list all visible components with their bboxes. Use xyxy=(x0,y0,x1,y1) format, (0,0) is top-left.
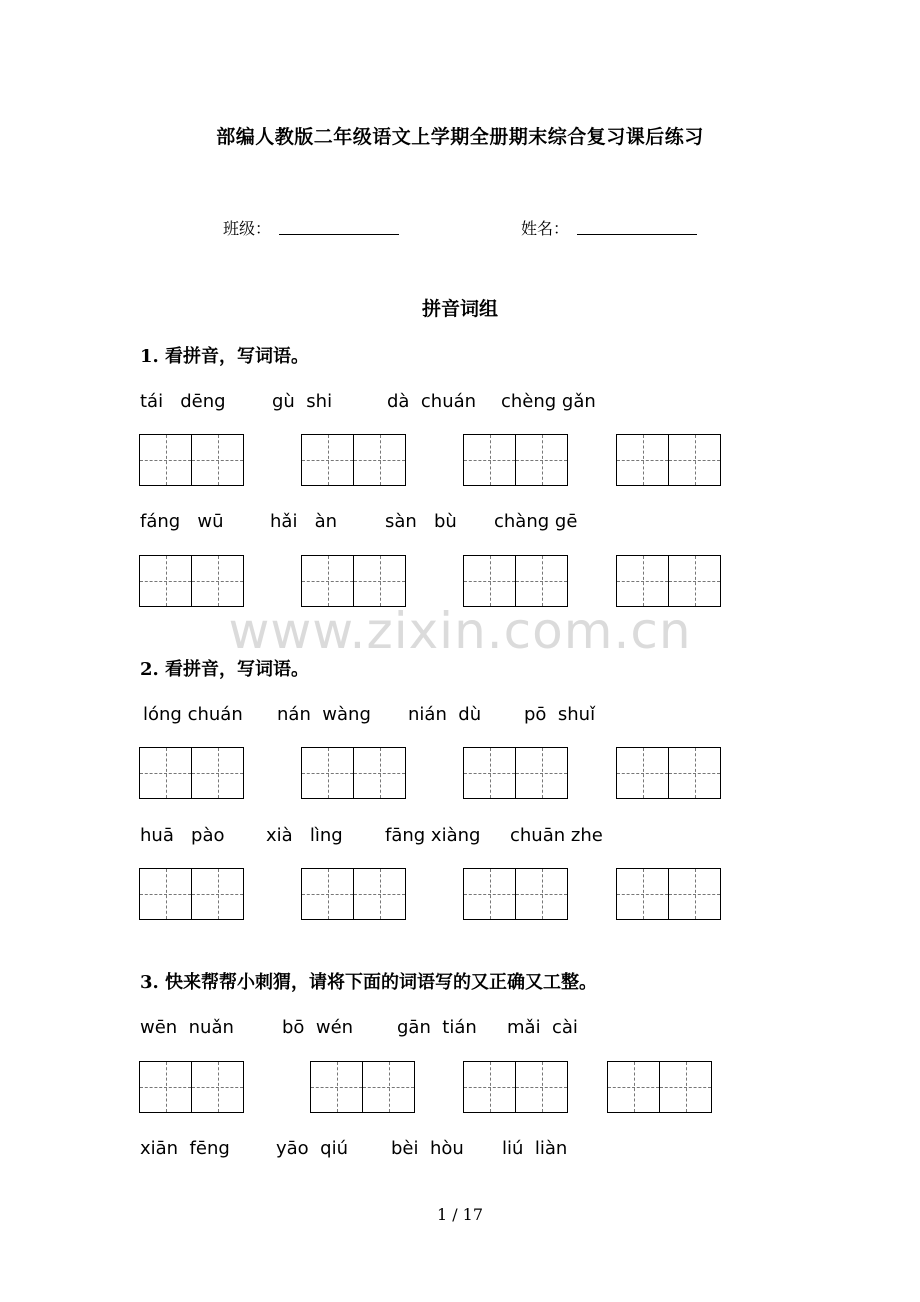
writing-grid[interactable] xyxy=(463,1061,568,1113)
pinyin-item: chàng gē xyxy=(494,511,578,532)
page-title: 部编人教版二年级语文上学期全册期末综合复习课后练习 xyxy=(216,126,704,148)
pinyin-item: liú liàn xyxy=(502,1138,568,1159)
name-field[interactable] xyxy=(577,234,697,235)
pinyin-item: chuān zhe xyxy=(510,825,603,846)
writing-grid[interactable] xyxy=(616,868,721,920)
pinyin-item: gān tián xyxy=(397,1017,477,1038)
pinyin-item: bèi hòu xyxy=(391,1138,464,1159)
pinyin-item: gù shi xyxy=(272,391,333,412)
writing-grid[interactable] xyxy=(616,434,721,486)
writing-grid[interactable] xyxy=(139,555,244,607)
name-label: 姓名： xyxy=(521,219,570,238)
pinyin-item: huā pào xyxy=(140,825,225,846)
writing-grid[interactable] xyxy=(139,434,244,486)
writing-grid[interactable] xyxy=(616,555,721,607)
writing-grid[interactable] xyxy=(301,555,406,607)
class-label: 班级： xyxy=(223,219,272,238)
writing-grid[interactable] xyxy=(139,747,244,799)
writing-grid[interactable] xyxy=(463,434,568,486)
pinyin-item: xià lìng xyxy=(266,825,343,846)
question-3: 3. 快来帮帮小刺猬，请将下面的词语写的又正确又工整。 xyxy=(140,972,598,993)
section-heading: 拼音词组 xyxy=(421,298,498,320)
pinyin-item: bō wén xyxy=(282,1017,354,1038)
pinyin-item: fáng wū xyxy=(140,511,224,532)
writing-grid[interactable] xyxy=(607,1061,712,1113)
pinyin-item: nán wàng xyxy=(277,704,371,725)
question-2: 2. 看拼音，写词语。 xyxy=(140,659,310,680)
pinyin-item: hǎi àn xyxy=(270,511,338,532)
pinyin-item: mǎi cài xyxy=(507,1017,578,1038)
pinyin-item: yāo qiú xyxy=(276,1138,348,1159)
writing-grid[interactable] xyxy=(301,434,406,486)
writing-grid[interactable] xyxy=(139,1061,244,1113)
writing-grid[interactable] xyxy=(463,868,568,920)
writing-grid[interactable] xyxy=(301,868,406,920)
pinyin-item: lóng chuán xyxy=(143,704,243,725)
pinyin-item: sàn bù xyxy=(385,511,457,532)
watermark: www.zixin.com.cn xyxy=(228,602,692,660)
writing-grid[interactable] xyxy=(463,747,568,799)
pinyin-item: chèng gǎn xyxy=(501,391,596,412)
writing-grid[interactable] xyxy=(616,747,721,799)
pinyin-item: wēn nuǎn xyxy=(140,1017,234,1038)
pinyin-item: nián dù xyxy=(408,704,482,725)
pinyin-item: dà chuán xyxy=(387,391,477,412)
question-1: 1. 看拼音，写词语。 xyxy=(140,346,310,367)
writing-grid[interactable] xyxy=(301,747,406,799)
pinyin-item: xiān fēng xyxy=(140,1138,230,1159)
writing-grid[interactable] xyxy=(463,555,568,607)
writing-grid[interactable] xyxy=(139,868,244,920)
pinyin-item: tái dēng xyxy=(140,391,226,412)
pinyin-item: pō shuǐ xyxy=(524,704,596,725)
class-field[interactable] xyxy=(279,234,399,235)
writing-grid[interactable] xyxy=(310,1061,415,1113)
pinyin-item: fāng xiàng xyxy=(385,825,481,846)
page-number: 1 / 17 xyxy=(436,1205,484,1224)
